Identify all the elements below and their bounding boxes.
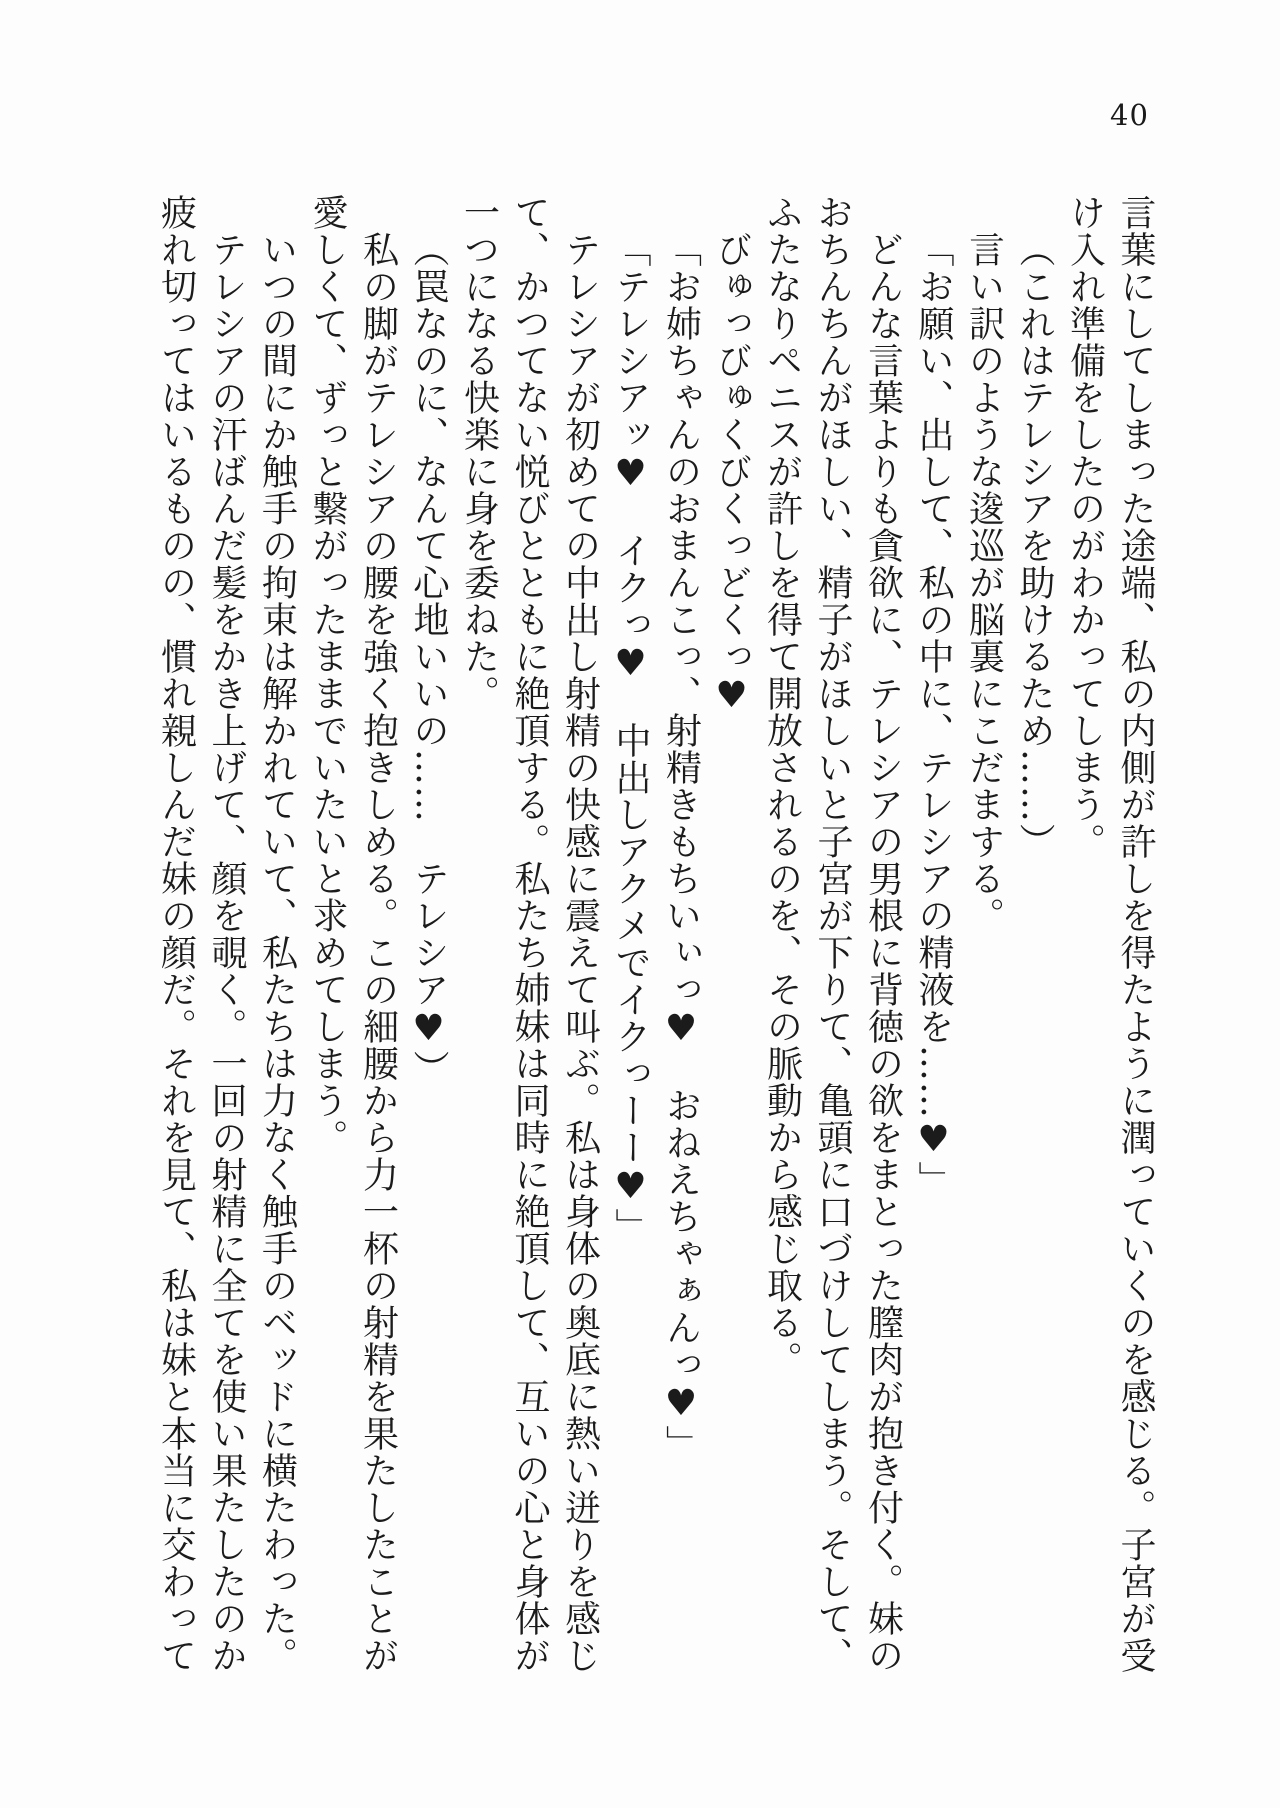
text-column: （これはテレシアを助けるため……） — [1014, 231, 1055, 860]
text-column: 愛しくて、ずっと繋がったままでいたいと求めてしまう。 — [307, 194, 348, 1156]
text-column: おちんちんがほしい、精子がほしいと子宮が下りて、亀頭に口づけしてしまう。そして、 — [812, 194, 853, 1674]
text-column: 私の脚がテレシアの腰を強く抱きしめる。この細腰から力一杯の射精を果たしたことが — [357, 231, 399, 1674]
text-column: 疲れ切ってはいるものの、慣れ親しんだ妹の顔だ。それを見て、私は妹と本当に交わって — [155, 194, 197, 1674]
text-column: どんな言葉よりも貪欲に、テレシアの男根に背徳の欲をまとった膣肉が抱き付く。妹の — [862, 231, 904, 1674]
text-column: 「テレシアッ♥ イクっ♥ 中出しアクメでイクっーー♥」 — [610, 231, 651, 1245]
text-column: テレシアの汗ばんだ髪をかき上げて、顔を覗く。一回の射精に全てを使い果たしたのか — [206, 231, 247, 1674]
text-column: 言葉にしてしまった途端、私の内側が許しを得たように潤っていくのを感じる。子宮が受 — [1115, 194, 1156, 1674]
text-column: 言い訳のような逡巡が脳裏にこだまする。 — [963, 231, 1005, 934]
text-column: 一つになる快楽に身を委ねた。 — [458, 194, 500, 712]
text-column: いつの間にか触手の拘束は解かれていて、私たちは力なく触手のベッドに横たわった。 — [256, 231, 298, 1674]
text-column: ふたなりペニスが許しを得て開放されるのを、その脈動から感じ取る。 — [761, 194, 803, 1378]
vertical-text-block — [150, 194, 1160, 1686]
text-column: 「お姉ちゃんのおまんこっ、射精きもちいぃっ♥ おねえちゃぁんっ♥」 — [660, 231, 702, 1462]
text-column: て、かつてない悦びとともに絶頂する。私たち姉妹は同時に絶頂して、互いの心と身体が — [509, 194, 550, 1674]
text-column: びゅっびゅくびくっどくっ♥ — [711, 231, 752, 717]
text-column: け入れ準備をしたのがわかってしまう。 — [1064, 194, 1106, 860]
text-column: テレシアが初めての中出し射精の快感に震えて叫ぶ。私は身体の奥底に熱い迸りを感じ — [559, 231, 601, 1674]
page-number: 40 — [1110, 98, 1149, 132]
text-column: 「お願い、出して、私の中に、テレシアの精液を……♥」 — [913, 231, 954, 1198]
text-column: （罠なのに、なんて心地いいの…… テレシア♥） — [408, 231, 449, 1087]
